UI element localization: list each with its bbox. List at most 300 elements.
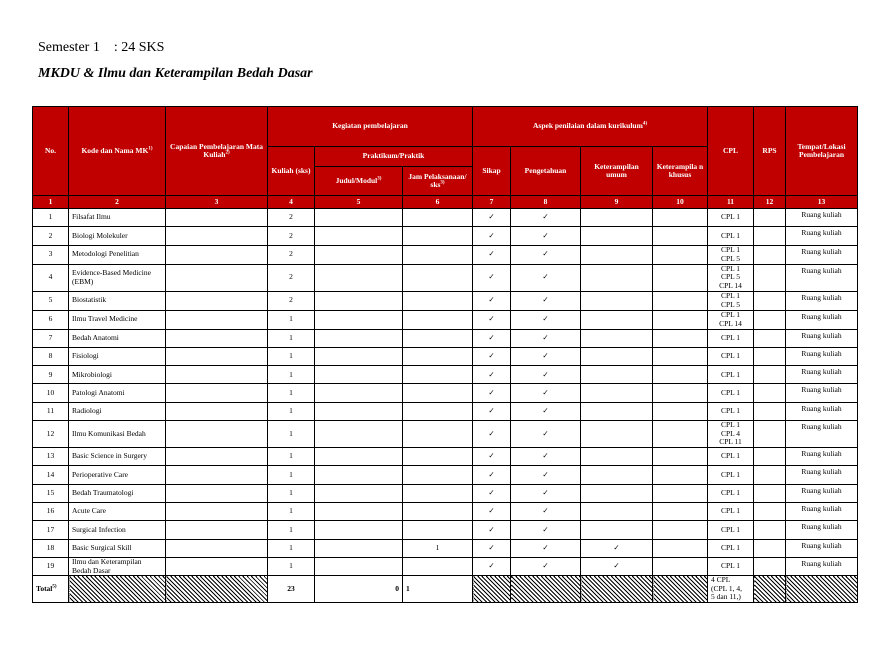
cpl-item: CPL 1	[720, 291, 741, 301]
course-name: Filsafat Ilmu	[69, 209, 166, 227]
course-name: Ilmu dan Keterampilan Bedah Dasar	[69, 557, 166, 575]
jam-cell	[403, 310, 473, 329]
cpl-cell	[708, 502, 754, 520]
rps-cell	[754, 539, 786, 557]
rps-cell	[754, 384, 786, 402]
pengetahuan-check: ✓	[511, 264, 581, 291]
header-sikap: Sikap	[473, 147, 511, 196]
kuliah-sks: 2	[268, 245, 315, 264]
header-no: No.	[33, 107, 69, 196]
cpl-item: CPL 1	[720, 332, 741, 342]
jam-cell	[403, 402, 473, 420]
judul-cell	[315, 402, 403, 420]
sikap-check: ✓	[473, 264, 511, 291]
semester-line	[38, 40, 164, 56]
capaian-cell	[166, 384, 268, 402]
row-number: 18	[33, 539, 69, 557]
table-row	[33, 227, 858, 245]
curriculum-table	[32, 106, 858, 603]
ket-umum-check	[581, 329, 653, 347]
total-label: Total$^{5)}$	[33, 576, 69, 603]
table-row	[33, 557, 858, 575]
kuliah-sks: 1	[268, 484, 315, 502]
ket-khusus-cell	[653, 466, 708, 484]
row-number: 11	[33, 402, 69, 420]
ket-khusus-cell	[653, 310, 708, 329]
jam-cell	[403, 484, 473, 502]
judul-cell	[315, 264, 403, 291]
tempat-cell: Ruang kuliah	[786, 502, 858, 520]
capaian-cell	[166, 466, 268, 484]
course-name: Perioperative Care	[69, 466, 166, 484]
course-name: Biologi Molekuler	[69, 227, 166, 245]
kuliah-sks: 1	[268, 384, 315, 402]
jam-cell	[403, 245, 473, 264]
course-name: Biostatistik	[69, 291, 166, 310]
rps-cell	[754, 521, 786, 539]
semester-label: Semester 1	[38, 40, 100, 55]
sikap-check: ✓	[473, 421, 511, 448]
kuliah-sks: 1	[268, 329, 315, 347]
sikap-check: ✓	[473, 402, 511, 420]
col-number: 11	[708, 196, 754, 209]
judul-cell	[315, 521, 403, 539]
kuliah-sks: 2	[268, 227, 315, 245]
tempat-cell: Ruang kuliah	[786, 347, 858, 365]
pengetahuan-check: ✓	[511, 347, 581, 365]
header-kegiatan: Kegiatan pembelajaran	[268, 107, 473, 147]
table-row	[33, 310, 858, 329]
jam-cell	[403, 421, 473, 448]
jam-cell	[403, 521, 473, 539]
jam-cell	[403, 366, 473, 384]
jam-cell	[403, 502, 473, 520]
cpl-cell	[708, 421, 754, 448]
col-number: 2	[69, 196, 166, 209]
header-kuliah: Kuliah (sks)	[268, 147, 315, 196]
kuliah-sks: 2	[268, 264, 315, 291]
col-number: 5	[315, 196, 403, 209]
cpl-cell	[708, 557, 754, 575]
ket-umum-check	[581, 245, 653, 264]
cpl-item: CPL 4	[720, 428, 741, 438]
sikap-check: ✓	[473, 366, 511, 384]
sikap-check: ✓	[473, 384, 511, 402]
capaian-cell	[166, 329, 268, 347]
ket-umum-check: ✓	[581, 557, 653, 575]
capaian-cell	[166, 557, 268, 575]
kuliah-sks: 1	[268, 366, 315, 384]
sikap-check: ✓	[473, 484, 511, 502]
pengetahuan-check: ✓	[511, 484, 581, 502]
tempat-cell: Ruang kuliah	[786, 227, 858, 245]
cpl-item: CPL 1	[720, 451, 741, 461]
cpl-cell	[708, 245, 754, 264]
section-subtitle: MKDU & Ilmu dan Keterampilan Bedah Dasar	[38, 66, 313, 81]
tempat-cell: Ruang kuliah	[786, 521, 858, 539]
tempat-cell: Ruang kuliah	[786, 209, 858, 227]
judul-cell	[315, 502, 403, 520]
kuliah-sks: 1	[268, 347, 315, 365]
rps-cell	[754, 264, 786, 291]
cpl-item: CPL 1	[720, 406, 741, 416]
pengetahuan-check: ✓	[511, 209, 581, 227]
cpl-item: CPL 1	[720, 420, 741, 430]
jam-cell	[403, 291, 473, 310]
cpl-cell	[708, 384, 754, 402]
cpl-item: CPL 1	[720, 488, 741, 498]
pengetahuan-check: ✓	[511, 557, 581, 575]
row-number: 16	[33, 502, 69, 520]
pengetahuan-check: ✓	[511, 384, 581, 402]
judul-cell	[315, 557, 403, 575]
pengetahuan-check: ✓	[511, 402, 581, 420]
capaian-cell	[166, 502, 268, 520]
ket-khusus-cell	[653, 384, 708, 402]
pengetahuan-check: ✓	[511, 521, 581, 539]
judul-cell	[315, 347, 403, 365]
cpl-cell	[708, 227, 754, 245]
kuliah-sks: 1	[268, 502, 315, 520]
rps-cell	[754, 329, 786, 347]
table-row	[33, 502, 858, 520]
header-kode: Kode dan Nama MK$^{1)}$	[69, 107, 166, 196]
hatched-cell	[166, 576, 268, 603]
cpl-cell	[708, 310, 754, 329]
sikap-check: ✓	[473, 539, 511, 557]
row-number: 6	[33, 310, 69, 329]
ket-umum-check	[581, 310, 653, 329]
cpl-item: CPL 14	[719, 280, 742, 290]
row-number: 1	[33, 209, 69, 227]
col-number: 8	[511, 196, 581, 209]
table-row	[33, 521, 858, 539]
cpl-item: CPL 1	[720, 230, 741, 240]
table-row	[33, 384, 858, 402]
header-cpl: CPL	[708, 107, 754, 196]
jam-cell	[403, 264, 473, 291]
jam-cell: 1	[403, 539, 473, 557]
ket-khusus-cell	[653, 347, 708, 365]
hatched-cell	[511, 576, 581, 603]
judul-cell	[315, 291, 403, 310]
kuliah-sks: 1	[268, 402, 315, 420]
cpl-item: CPL 1	[720, 506, 741, 516]
ket-umum-check	[581, 466, 653, 484]
cpl-item: CPL 14	[719, 318, 742, 328]
capaian-cell	[166, 521, 268, 539]
kuliah-sks: 1	[268, 557, 315, 575]
total-cpl: 4 CPL (CPL 1, 4, 5 dan 11,)	[708, 576, 754, 603]
kuliah-sks: 2	[268, 291, 315, 310]
kuliah-sks: 1	[268, 521, 315, 539]
cpl-item: CPL 5	[720, 253, 741, 263]
capaian-cell	[166, 347, 268, 365]
sikap-check: ✓	[473, 209, 511, 227]
kuliah-sks: 1	[268, 310, 315, 329]
rps-cell	[754, 310, 786, 329]
sikap-check: ✓	[473, 502, 511, 520]
pengetahuan-check: ✓	[511, 502, 581, 520]
course-name: Mikrobiologi	[69, 366, 166, 384]
capaian-cell	[166, 539, 268, 557]
tempat-cell: Ruang kuliah	[786, 291, 858, 310]
jam-cell	[403, 384, 473, 402]
tempat-cell: Ruang kuliah	[786, 384, 858, 402]
capaian-cell	[166, 310, 268, 329]
ket-khusus-cell	[653, 448, 708, 466]
cpl-item: CPL 11	[719, 437, 742, 447]
sikap-check: ✓	[473, 227, 511, 245]
judul-cell	[315, 421, 403, 448]
kuliah-sks: 1	[268, 466, 315, 484]
ket-umum-check	[581, 384, 653, 402]
col-number: 6	[403, 196, 473, 209]
cpl-cell	[708, 366, 754, 384]
tempat-cell: Ruang kuliah	[786, 448, 858, 466]
rps-cell	[754, 245, 786, 264]
capaian-cell	[166, 366, 268, 384]
rps-cell	[754, 366, 786, 384]
ket-khusus-cell	[653, 366, 708, 384]
header-jam: Jam Pelaksanaan/ sks$^{3)}$	[403, 167, 473, 196]
col-number: 10	[653, 196, 708, 209]
hatched-cell	[473, 576, 511, 603]
capaian-cell	[166, 227, 268, 245]
ket-umum-check	[581, 209, 653, 227]
pengetahuan-check: ✓	[511, 366, 581, 384]
judul-cell	[315, 329, 403, 347]
rps-cell	[754, 209, 786, 227]
cpl-cell	[708, 291, 754, 310]
ket-umum-check	[581, 484, 653, 502]
cpl-item: CPL 1	[720, 245, 741, 255]
hatched-cell	[754, 576, 786, 603]
jam-cell	[403, 347, 473, 365]
cpl-item: CPL 1	[720, 561, 741, 571]
total-kuliah: 23	[268, 576, 315, 603]
cpl-item: CPL 5	[720, 299, 741, 309]
pengetahuan-check: ✓	[511, 539, 581, 557]
course-name: Evidence-Based Medicine (EBM)	[69, 264, 166, 291]
pengetahuan-check: ✓	[511, 291, 581, 310]
cpl-item: CPL 1	[720, 264, 741, 273]
course-name: Basic Surgical Skill	[69, 539, 166, 557]
kuliah-sks: 1	[268, 421, 315, 448]
judul-cell	[315, 384, 403, 402]
row-number: 15	[33, 484, 69, 502]
kuliah-sks: 2	[268, 209, 315, 227]
tempat-cell: Ruang kuliah	[786, 245, 858, 264]
row-number: 5	[33, 291, 69, 310]
tempat-cell: Ruang kuliah	[786, 366, 858, 384]
ket-umum-check	[581, 264, 653, 291]
course-name: Basic Science in Surgery	[69, 448, 166, 466]
row-number: 9	[33, 366, 69, 384]
rps-cell	[754, 448, 786, 466]
pengetahuan-check: ✓	[511, 329, 581, 347]
course-name: Bedah Anatomi	[69, 329, 166, 347]
rps-cell	[754, 484, 786, 502]
course-name: Fisiologi	[69, 347, 166, 365]
total-row	[33, 576, 858, 603]
judul-cell	[315, 310, 403, 329]
table-row	[33, 209, 858, 227]
tempat-cell: Ruang kuliah	[786, 484, 858, 502]
ket-khusus-cell	[653, 291, 708, 310]
cpl-cell	[708, 264, 754, 291]
judul-cell	[315, 209, 403, 227]
row-number: 7	[33, 329, 69, 347]
course-name: Metodologi Penelitian	[69, 245, 166, 264]
sikap-check: ✓	[473, 310, 511, 329]
ket-umum-check	[581, 402, 653, 420]
row-number: 13	[33, 448, 69, 466]
row-number: 14	[33, 466, 69, 484]
table-row	[33, 448, 858, 466]
tempat-cell: Ruang kuliah	[786, 329, 858, 347]
course-name: Ilmu Komunikasi Bedah	[69, 421, 166, 448]
row-number: 17	[33, 521, 69, 539]
ket-khusus-cell	[653, 539, 708, 557]
pengetahuan-check: ✓	[511, 466, 581, 484]
pengetahuan-check: ✓	[511, 310, 581, 329]
pengetahuan-check: ✓	[511, 227, 581, 245]
ket-umum-check	[581, 347, 653, 365]
sikap-check: ✓	[473, 557, 511, 575]
rps-cell	[754, 557, 786, 575]
header-judul: Judul/Modul$^{3)}$	[315, 167, 403, 196]
cpl-cell	[708, 448, 754, 466]
ket-khusus-cell	[653, 521, 708, 539]
cpl-cell	[708, 402, 754, 420]
table-row	[33, 366, 858, 384]
rps-cell	[754, 402, 786, 420]
row-number: 10	[33, 384, 69, 402]
tempat-cell: Ruang kuliah	[786, 466, 858, 484]
jam-cell	[403, 557, 473, 575]
tempat-cell: Ruang kuliah	[786, 402, 858, 420]
rps-cell	[754, 291, 786, 310]
sikap-check: ✓	[473, 521, 511, 539]
ket-umum-check	[581, 521, 653, 539]
col-number: 7	[473, 196, 511, 209]
cpl-item: CPL 1	[720, 524, 741, 534]
judul-cell	[315, 448, 403, 466]
hatched-cell	[786, 576, 858, 603]
cpl-item: CPL 5	[720, 272, 741, 282]
cpl-item: CPL 1	[720, 212, 741, 222]
table-row	[33, 421, 858, 448]
ket-umum-check	[581, 448, 653, 466]
sikap-check: ✓	[473, 466, 511, 484]
header-ket-umum: Keterampilan umum	[581, 147, 653, 196]
table-row	[33, 402, 858, 420]
cpl-cell	[708, 484, 754, 502]
col-number: 13	[786, 196, 858, 209]
rps-cell	[754, 347, 786, 365]
ket-khusus-cell	[653, 502, 708, 520]
cpl-item: CPL 1	[720, 469, 741, 479]
col-number: 12	[754, 196, 786, 209]
capaian-cell	[166, 484, 268, 502]
total-judul: 0	[315, 576, 403, 603]
pengetahuan-check: ✓	[511, 245, 581, 264]
row-number: 4	[33, 264, 69, 291]
header-praktikum: Praktikum/Praktik	[315, 147, 473, 167]
judul-cell	[315, 227, 403, 245]
rps-cell	[754, 466, 786, 484]
col-number: 4	[268, 196, 315, 209]
kuliah-sks: 1	[268, 539, 315, 557]
cpl-cell	[708, 347, 754, 365]
sikap-check: ✓	[473, 291, 511, 310]
table-row	[33, 539, 858, 557]
header-tempat: Tempat/Lokasi Pembelajaran	[786, 107, 858, 196]
table-row	[33, 291, 858, 310]
ket-khusus-cell	[653, 264, 708, 291]
total-jam: 1	[403, 576, 473, 603]
capaian-cell	[166, 209, 268, 227]
jam-cell	[403, 227, 473, 245]
course-name: Radiologi	[69, 402, 166, 420]
header-ket-khusus: Keterampila n khusus	[653, 147, 708, 196]
judul-cell	[315, 539, 403, 557]
course-name: Patologi Anatomi	[69, 384, 166, 402]
rps-cell	[754, 502, 786, 520]
column-number-row	[33, 196, 858, 209]
rps-cell	[754, 227, 786, 245]
table-row	[33, 329, 858, 347]
pengetahuan-check: ✓	[511, 421, 581, 448]
tempat-cell: Ruang kuliah	[786, 310, 858, 329]
header-aspek: Aspek penilaian dalam kurikulum$^{4)}$	[473, 107, 708, 147]
jam-cell	[403, 466, 473, 484]
sikap-check: ✓	[473, 329, 511, 347]
capaian-cell	[166, 264, 268, 291]
jam-cell	[403, 209, 473, 227]
ket-umum-check	[581, 291, 653, 310]
judul-cell	[315, 366, 403, 384]
cpl-item: CPL 1	[720, 369, 741, 379]
ket-khusus-cell	[653, 484, 708, 502]
ket-khusus-cell	[653, 421, 708, 448]
semester-sks: : 24 SKS	[113, 40, 165, 55]
col-number: 3	[166, 196, 268, 209]
capaian-cell	[166, 421, 268, 448]
tempat-cell: Ruang kuliah	[786, 539, 858, 557]
cpl-item: CPL 1	[720, 542, 741, 552]
cpl-cell	[708, 466, 754, 484]
row-number: 12	[33, 421, 69, 448]
header-capaian: Capaian Pembelajaran Mata Kuliah$^{2)}$	[166, 107, 268, 196]
sikap-check: ✓	[473, 347, 511, 365]
capaian-cell	[166, 291, 268, 310]
judul-cell	[315, 466, 403, 484]
pengetahuan-check: ✓	[511, 448, 581, 466]
hatched-cell	[581, 576, 653, 603]
course-name: Bedah Traumatologi	[69, 484, 166, 502]
ket-khusus-cell	[653, 209, 708, 227]
cpl-cell	[708, 209, 754, 227]
col-number: 9	[581, 196, 653, 209]
ket-khusus-cell	[653, 227, 708, 245]
header-pengetahuan: Pengetahuan	[511, 147, 581, 196]
ket-umum-check	[581, 366, 653, 384]
ket-umum-check	[581, 502, 653, 520]
hatched-cell	[69, 576, 166, 603]
capaian-cell	[166, 245, 268, 264]
